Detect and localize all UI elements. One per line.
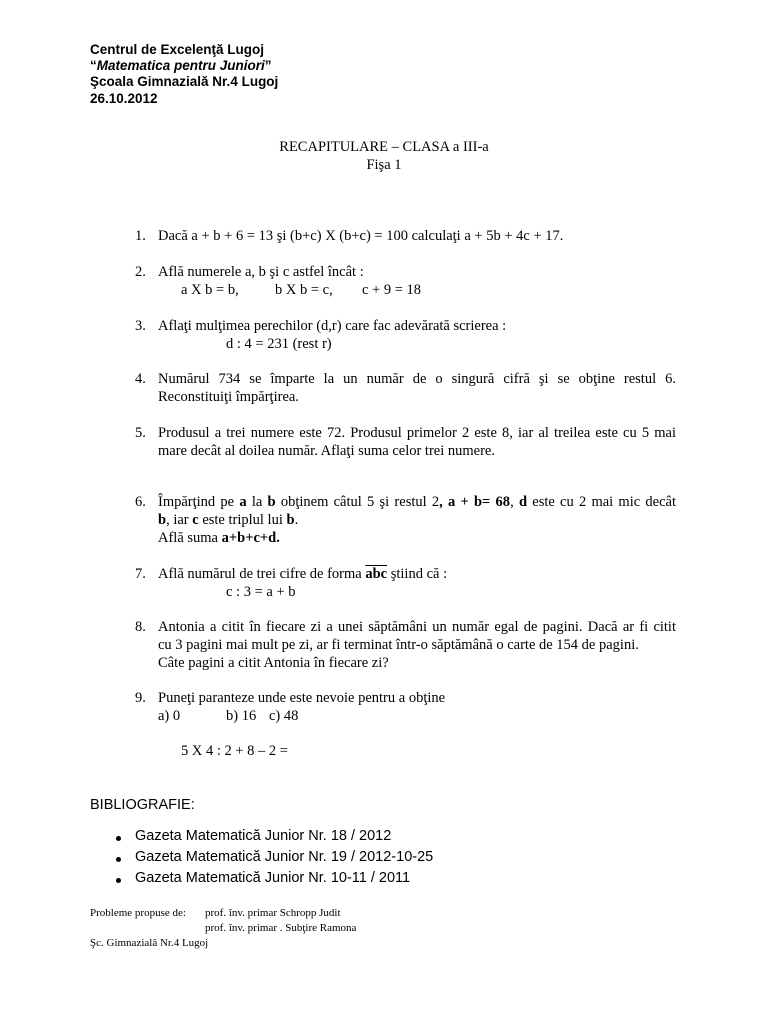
- problem-5-line-1: Produsul a trei numere este 72. Produsul primelor 2 este 8, iar al treilea este cu 5 mai: [158, 425, 676, 441]
- page-subtitle: Fişa 1: [366, 157, 402, 173]
- problem-6-line-3: Află suma a+b+c+d.: [158, 530, 280, 546]
- footer-label: Probleme propuse de:: [90, 907, 186, 919]
- problem-8-line-2: cu 3 pagini mai mult pe zi, ar fi terminat într-o săptămână o carte de 154 de pagini.: [158, 637, 639, 653]
- problem-6-line-2: b, iar c este triplul lui b.: [158, 512, 299, 528]
- problem-9-option-c: c) 48: [269, 708, 299, 724]
- problem-9-option-a: a) 0: [158, 708, 181, 724]
- footer-school: Şc. Gimnazială Nr.4 Lugoj: [90, 937, 209, 949]
- problem-6-line-1: Împărţind pe a la b obţinem câtul 5 şi restul 2, a + b= 68, d este cu 2 mai mic decât: [158, 494, 676, 510]
- bullet-icon: [116, 836, 121, 841]
- problem-2-equation-2: b X b = c,: [275, 282, 333, 298]
- problem-5-line-2: mare decât al doilea număr. Aflaţi suma celor trei numere.: [158, 443, 495, 459]
- page-title: RECAPITULARE – CLASA a III-a: [279, 139, 489, 155]
- problem-4-number: 4.: [135, 371, 146, 387]
- problem-2-equation-1: a X b = b,: [181, 282, 239, 298]
- problem-4-line-2: Reconstituiţi împărţirea.: [158, 389, 299, 405]
- problem-2-number: 2.: [135, 264, 146, 280]
- problem-4-line-1: Numărul 734 se împarte la un număr de o singură cifră şi se obţine restul 6.: [158, 371, 676, 387]
- problem-3-equation: d : 4 = 231 (rest r): [226, 336, 332, 352]
- problem-3-number: 3.: [135, 318, 146, 334]
- problem-9-expression: 5 X 4 : 2 + 8 – 2 =: [181, 743, 288, 759]
- program-quote-open: “: [90, 58, 97, 73]
- bullet-icon: [116, 857, 121, 862]
- bibliography-item: Gazeta Matematică Junior Nr. 19 / 2012-10-25: [135, 849, 434, 865]
- footer-author-1: prof. înv. primar Schropp Judit: [205, 907, 341, 919]
- problem-9-number: 9.: [135, 690, 146, 706]
- problem-9-text: Puneţi paranteze unde este nevoie pentru a obţine: [158, 690, 446, 706]
- problem-1-text: Dacă a + b + 6 = 13 şi (b+c) X (b+c) = 100 calculaţi a + 5b + 4c + 17.: [158, 228, 564, 244]
- problem-7-number: 7.: [135, 566, 146, 582]
- school-name: Centrul de Excelenţă Lugoj: [90, 42, 265, 57]
- bibliography-heading: BIBLIOGRAFIE:: [90, 797, 195, 813]
- abc-overline-number: $\overline{abc}$: [365, 566, 388, 582]
- problem-2-text: Află numerele a, b şi c astfel încât :: [158, 264, 364, 280]
- problem-8-line-3: Câte pagini a citit Antonia în fiecare zi?: [158, 655, 389, 671]
- bullet-icon: [116, 878, 121, 883]
- problem-8-number: 8.: [135, 619, 146, 635]
- document-date: 26.10.2012: [90, 91, 158, 106]
- footer-author-2: prof. înv. primar . Subţire Ramona: [205, 922, 357, 934]
- bibliography-item: Gazeta Matematică Junior Nr. 10-11 / 2011: [135, 870, 411, 886]
- problem-8-line-1: Antonia a citit în fiecare zi a unei săptămâni un număr egal de pagini. Dacă ar fi citit: [158, 619, 676, 635]
- problem-5-number: 5.: [135, 425, 146, 441]
- problem-7-text: Află numărul de trei cifre de forma $\overline{abc}$ ştiind că :: [158, 566, 448, 582]
- problem-2-equation-3: c + 9 = 18: [362, 282, 422, 298]
- school-subtitle: Şcoala Gimnazială Nr.4 Lugoj: [90, 74, 279, 89]
- problem-7-equation: c : 3 = a + b: [226, 584, 296, 600]
- problem-3-text: Aflaţi mulţimea perechilor (d,r) care fac adevărată scrierea :: [158, 318, 507, 334]
- problem-6-number: 6.: [135, 494, 146, 510]
- bibliography-item: Gazeta Matematică Junior Nr. 18 / 2012: [135, 828, 392, 844]
- program-quote-close: ”: [264, 58, 272, 73]
- problem-1-number: 1.: [135, 228, 146, 244]
- program-title: Matematica pentru Juniori: [96, 58, 265, 73]
- problem-9-option-b: b) 16: [226, 708, 257, 724]
